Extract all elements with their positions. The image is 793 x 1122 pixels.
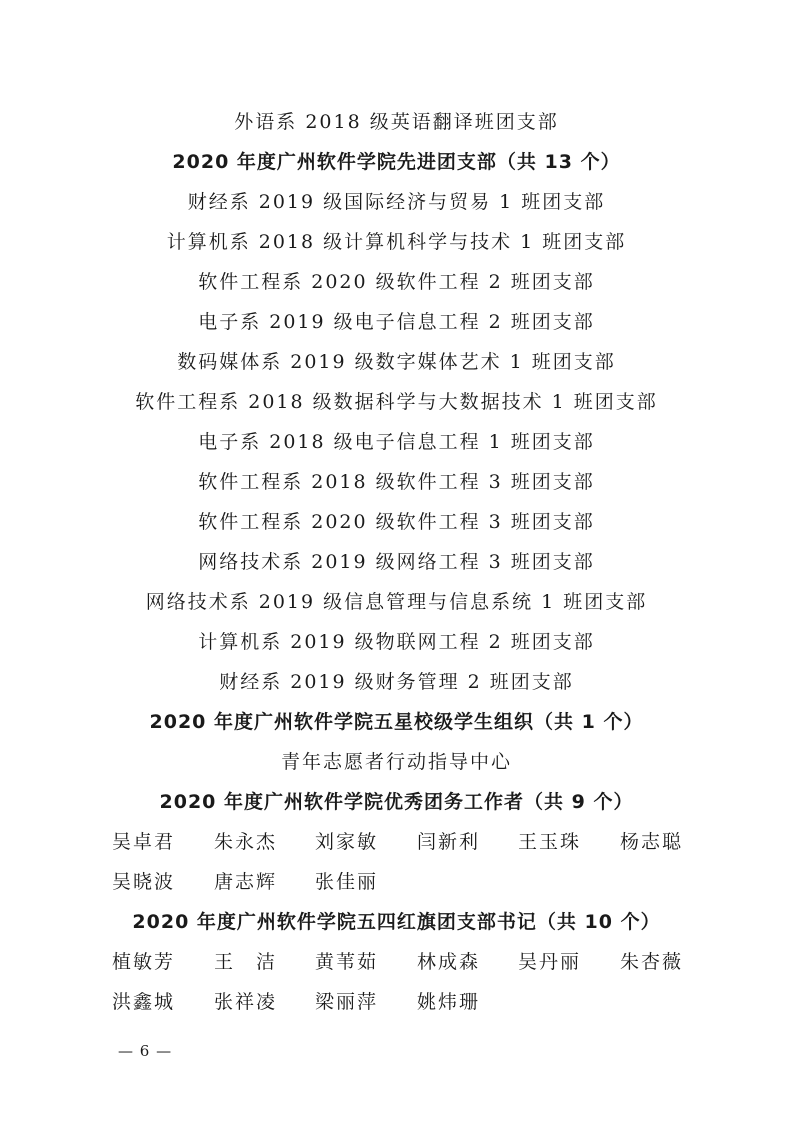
person-name: 闫新利 [417, 831, 481, 853]
branch-item: 电子系 2019 级电子信息工程 2 班团支部 [198, 311, 595, 333]
person-name: 王玉珠 [518, 831, 582, 853]
branch-item: 计算机系 2019 级物联网工程 2 班团支部 [198, 631, 595, 653]
person-name: 杨志聪 [620, 831, 684, 853]
person-name: 张佳丽 [315, 871, 379, 893]
branch-item: 软件工程系 2020 级软件工程 3 班团支部 [198, 511, 595, 533]
person-name: 朱永杰 [214, 831, 278, 853]
branch-item: 软件工程系 2020 级软件工程 2 班团支部 [198, 271, 595, 293]
page-number: — 6 — [118, 1042, 173, 1060]
branch-item: 软件工程系 2018 级数据科学与大数据技术 1 班团支部 [135, 391, 658, 413]
branch-item: 财经系 2019 级国际经济与贸易 1 班团支部 [187, 191, 606, 213]
person-name: 张祥凌 [214, 991, 278, 1013]
branch-item: 网络技术系 2019 级信息管理与信息系统 1 班团支部 [145, 591, 648, 613]
branch-item: 软件工程系 2018 级软件工程 3 班团支部 [198, 471, 595, 493]
person-name: 洪鑫城 [112, 991, 176, 1013]
person-name: 植敏芳 [112, 951, 176, 973]
branch-item: 电子系 2018 级电子信息工程 1 班团支部 [198, 431, 595, 453]
section-heading-red-flag-secretaries: 2020 年度广州软件学院五四红旗团支部书记（共 10 个） [132, 911, 661, 933]
person-name: 梁丽萍 [315, 991, 379, 1013]
person-name: 唐志辉 [214, 871, 278, 893]
person-name: 刘家敏 [315, 831, 379, 853]
person-name: 吴卓君 [112, 831, 176, 853]
person-name: 林成森 [417, 951, 481, 973]
person-name: 朱杏薇 [620, 951, 684, 973]
org-item: 青年志愿者行动指导中心 [280, 751, 512, 773]
section-heading-excellent-workers: 2020 年度广州软件学院优秀团务工作者（共 9 个） [159, 791, 634, 813]
branch-item: 财经系 2019 级财务管理 2 班团支部 [219, 671, 574, 693]
person-name: 王 洁 [214, 951, 278, 973]
section-heading-five-star-orgs: 2020 年度广州软件学院五星校级学生组织（共 1 个） [149, 711, 644, 733]
person-name: 吴晓波 [112, 871, 176, 893]
person-name: 吴丹丽 [518, 951, 582, 973]
branch-item: 外语系 2018 级英语翻译班团支部 [234, 111, 559, 133]
branch-item: 计算机系 2018 级计算机科学与技术 1 班团支部 [166, 231, 627, 253]
branch-item: 网络技术系 2019 级网络工程 3 班团支部 [198, 551, 595, 573]
person-name: 姚炜珊 [417, 991, 481, 1013]
branch-item: 数码媒体系 2019 级数字媒体艺术 1 班团支部 [177, 351, 616, 373]
section-heading-advanced-branches: 2020 年度广州软件学院先进团支部（共 13 个） [172, 151, 621, 173]
person-name: 黄苇茹 [315, 951, 379, 973]
